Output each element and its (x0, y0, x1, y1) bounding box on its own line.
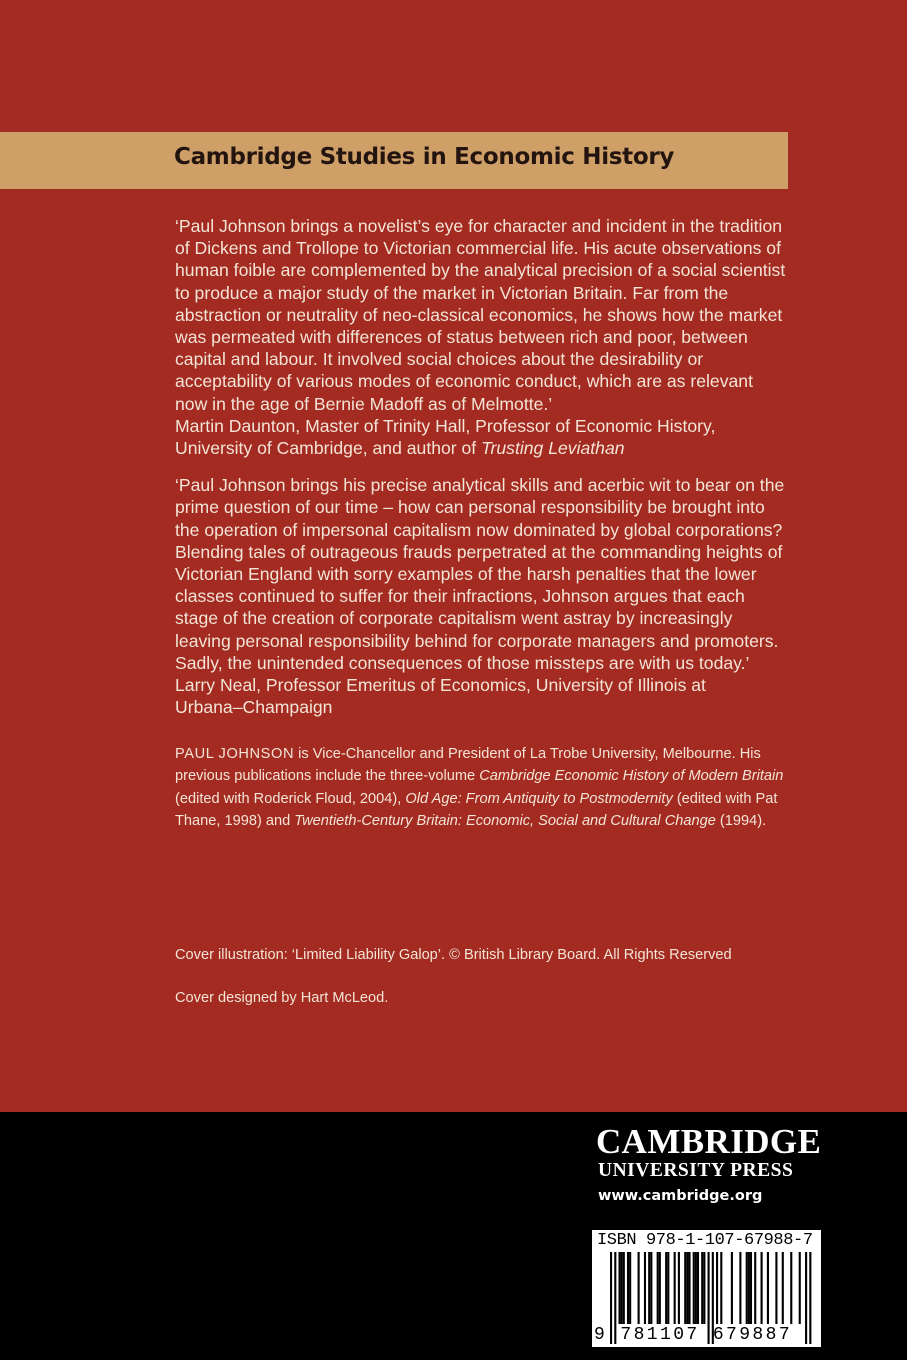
attribution-line: Martin Daunton, Master of Trinity Hall, Professor of Economic History, (175, 415, 716, 436)
isbn-digits: 9 781107 679887 (594, 1325, 793, 1345)
quote-2 (175, 474, 787, 718)
author-name: PAUL JOHNSON (175, 746, 295, 762)
attribution-book-title: Trusting Leviathan (481, 438, 625, 459)
barcode-bar (799, 1252, 801, 1324)
barcode-bar (746, 1252, 748, 1324)
barcode-bar (761, 1252, 763, 1324)
barcode-guard-bar (805, 1252, 807, 1344)
barcode-bar (688, 1252, 690, 1324)
endorsements (175, 215, 787, 733)
book-title: Cambridge Economic History of Modern Britain (479, 768, 784, 785)
barcode-bar (767, 1252, 769, 1324)
bio-text: (1994). (715, 813, 767, 830)
barcode-bar (697, 1252, 699, 1324)
illustration-credit: Cover illustration: ‘Limited Liability Galop’. © British Library Board. All Rights Reserved (175, 947, 732, 963)
author-bio (175, 743, 787, 833)
design-credit: Cover designed by Hart McLeod. (175, 990, 389, 1006)
barcode-bar (693, 1252, 695, 1324)
bio-text: is Vice-Chancellor and President of La Trobe University, Melbourne. His previous publications include the three-volume (175, 746, 761, 785)
barcode-bar (716, 1252, 718, 1324)
quote-text: ‘Paul Johnson brings his precise analytical skills and acerbic wit to bear on the prime question of our time – how can personal responsibility be brought into the operation of impersonal capitalism now dominated by global corporations? Blending tales of outrageous frauds perpetrated at the commanding heights of Victorian England with sorry examples of the harsh penalties that the lower classes continued to suffer for their infractions, Johnson argues that each stage of the creation of corporate capitalism went astray by increasingly leaving personal responsibility behind for corporate managers and promoters. Sadly, the unintended consequences of those missteps are with us today.’ (175, 475, 785, 673)
attribution-line: University of Cambridge, and author of (175, 438, 482, 459)
book-title: Old Age: From Antiquity to Postmodernity (405, 790, 673, 807)
bio-text: (edited with Roderick Floud, 2004), (175, 790, 406, 807)
barcode-bar (650, 1252, 652, 1324)
barcode-bar (748, 1252, 750, 1324)
quote-attribution (175, 415, 787, 459)
footer (0, 1112, 907, 1360)
bio-text: (edited with Pat Thane, 1998) and (175, 790, 778, 830)
barcode-bar (629, 1252, 631, 1324)
barcode-bar (644, 1252, 646, 1324)
barcode-bar (703, 1252, 705, 1324)
barcode-bar (750, 1252, 752, 1324)
barcode-bar (665, 1252, 667, 1324)
publisher-url[interactable]: www.cambridge.org (598, 1188, 763, 1204)
series-band (0, 132, 788, 189)
barcode-bar (659, 1252, 661, 1324)
barcode-bar (731, 1252, 733, 1324)
quote-attribution (175, 674, 787, 718)
barcode-bar (621, 1252, 623, 1324)
barcode-guard-bar (809, 1252, 811, 1344)
barcode-bar (695, 1252, 697, 1324)
attribution-line: Urbana–Champaign (175, 697, 333, 718)
barcode-bar (701, 1252, 703, 1324)
isbn-label: ISBN 978-1-107-67988-7 (597, 1231, 813, 1250)
book-title: Twentieth-Century Britain: Economic, Social and Cultural Change (294, 813, 716, 830)
publisher-subtitle: UNIVERSITY PRESS (598, 1160, 794, 1181)
attribution-line: Larry Neal, Professor Emeritus of Economics, University of Illinois at (175, 675, 706, 696)
barcode-bar (648, 1252, 650, 1324)
barcode-bar (754, 1252, 756, 1324)
barcode-bar (618, 1252, 620, 1324)
barcode-bar (674, 1252, 676, 1324)
barcode-bar (627, 1252, 629, 1324)
quote-text: ‘Paul Johnson brings a novelist’s eye for character and incident in the tradition of Dickens and Trollope to Victorian commercial life. His acute observations of human foible are complemented by the analytical precision of a social scientist to produce a major study of the market in Victorian Britain. Far from the abstraction or neutrality of neo-classical economics, he shows how the market was permeated with differences of status between rich and poor, between capital and labour. It involved social choices about the desirability or acceptability of various modes of economic conduct, which are as relevant now in the age of Bernie Madoff as of Melmotte.’ (175, 216, 786, 414)
barcode-bar (657, 1252, 659, 1324)
isbn-barcode-box (592, 1230, 821, 1347)
barcode-bar (686, 1252, 688, 1324)
series-title: Cambridge Studies in Economic History (174, 144, 675, 170)
barcode-bar (684, 1252, 686, 1324)
barcode-bar (678, 1252, 680, 1324)
barcode-bar (739, 1252, 741, 1324)
publisher-name: CAMBRIDGE (596, 1122, 822, 1161)
publisher-logo (596, 1124, 822, 1204)
barcode-bar (638, 1252, 640, 1324)
quote-1 (175, 215, 787, 459)
barcode-bar (782, 1252, 784, 1324)
barcode-bar (775, 1252, 777, 1324)
barcode-bar (790, 1252, 792, 1324)
barcode-bar (623, 1252, 625, 1324)
barcode-bar (667, 1252, 669, 1324)
barcode-bar (720, 1252, 722, 1324)
